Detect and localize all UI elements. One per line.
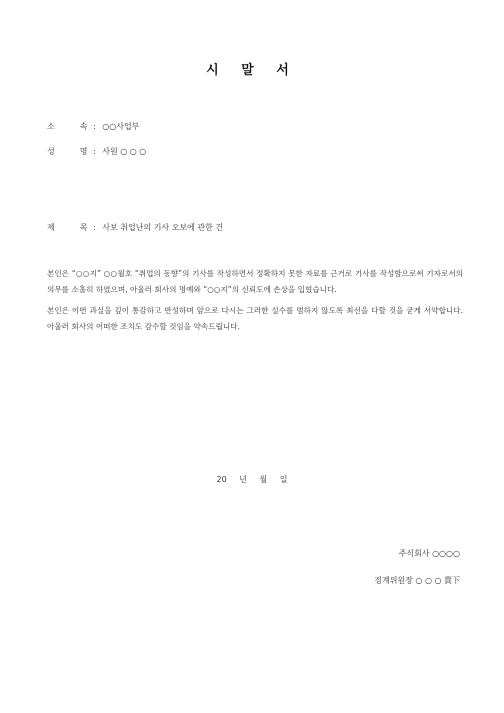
- statement-body: [47, 266, 463, 340]
- subject-label: [47, 222, 93, 233]
- affiliation-separator: :: [93, 122, 96, 131]
- affiliation-field: [47, 121, 139, 132]
- affiliation-value: ○○사업부: [102, 122, 140, 131]
- document-title: 시 말 서: [206, 63, 298, 78]
- name-value: 사원 ○ ○ ○: [102, 147, 147, 156]
- affiliation-label-char-2: 속: [79, 122, 88, 131]
- subject-value: 사보 취업난의 기사 오보에 관한 건: [102, 223, 224, 232]
- affiliation-label-char-1: 소: [47, 122, 55, 131]
- subject-label-char-2: 목: [79, 223, 88, 232]
- recipient-line: 징계위원장 ○ ○ ○ 貴下: [374, 576, 460, 585]
- statement-paragraph-2: 본인은 이번 과실을 깊이 통감하고 반성하며 앞으로 다시는 그러한 실수를 범하지 않도록 최선을 다할 것을 굳게 서약합니다. 아울러 회사의 어떠한 조치도 감수할 것임을 약속드립니다.: [47, 306, 463, 331]
- name-label: [47, 146, 93, 157]
- company-name: 주식회사 ○○○○: [398, 549, 460, 558]
- name-separator: :: [93, 147, 96, 156]
- statement-paragraph-1: 본인은 “○○지” ○○월호 “취업의 동향”의 기사를 작성하면서 정확하지 못한 자료를 근거로 기사를 작성함으로써 기자로서의 의무를 소홀히 하였으며, 아울러 회사의 명예와 “○○지”의 신뢰도에 손상을 입혔습니다.: [47, 269, 463, 294]
- name-label-char-1: 성: [47, 147, 55, 156]
- name-field: [47, 146, 146, 157]
- date-line: 20 년 월 일: [216, 475, 288, 484]
- affiliation-label: [47, 121, 93, 132]
- name-label-char-2: 명: [79, 147, 88, 156]
- subject-field: [47, 222, 223, 233]
- subject-label-char-1: 제: [47, 223, 55, 232]
- subject-separator: :: [93, 223, 96, 232]
